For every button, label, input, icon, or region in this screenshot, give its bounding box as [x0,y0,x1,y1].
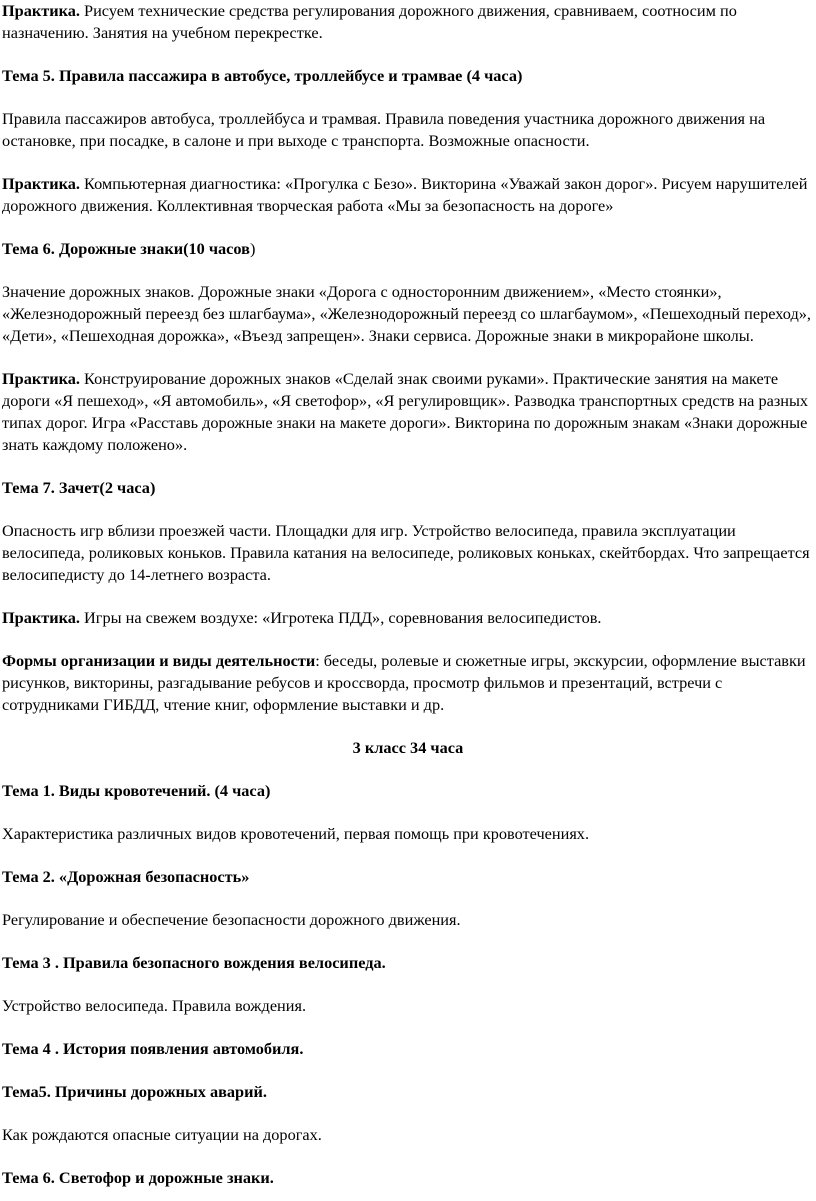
topic-title-tail: ) [249,239,256,258]
practice-label: Практика. [2,608,80,627]
topic-7-description: Опасность игр вблизи проезжей части. Площадки для игр. Устройство велосипеда, правила эксплуатации велосипеда, роликовых коньков. Правила катания на велосипеде, роликовых коньках, скейтбордах. Что запрещается велосипедисту до 14-летнего возраста. [2,521,810,584]
activity-forms-paragraph [2,650,814,716]
topic-number: Тема 5 [2,66,51,85]
paragraph-text: Компьютерная диагностика: «Прогулка с Безо». Викторина «Уважай закон дорог». Рисуем нарушителей дорожного движения. Коллективная творческая работа «Мы за безопасность на дороге» [2,174,808,215]
topic-number: Тема 6 [2,239,51,258]
grade3-topic-2-description: Регулирование и обеспечение безопасности дорожного движения. [2,910,461,929]
topic-6-description: Значение дорожных знаков. Дорожные знаки «Дорога с односторонним движением», «Место стоянки», «Железнодорожный переезд без шлагбаума», «Железнодорожный переезд со шлагбаумом», «Пешеходный переход», «Дети», «Пешеходная дорожка», «Въезд запрещен». Знаки сервиса. Дорожные знаки в микрорайоне школы. [2,282,811,345]
practice-label: Практика. [2,369,80,388]
grade3-topic-1-heading: Тема 1. Виды кровотечений. (4 часа) [2,781,271,800]
grade3-topic-2-heading: Тема 2. «Дорожная безопасность» [2,867,250,886]
practice-label: Практика. [2,174,80,193]
practice-paragraph-3 [2,368,814,456]
grade3-topic-6-heading: Тема 6. Светофор и дорожные знаки. [2,1168,274,1187]
grade3-topic-3-description: Устройство велосипеда. Правила вождения. [2,996,307,1015]
paragraph-text: Игры на свежем воздухе: «Игротека ПДД», соревнования велосипедистов. [79,608,602,627]
grade3-topic-1-description: Характеристика различных видов кровотечений, первая помощь при кровотечениях. [2,824,590,843]
paragraph-text: Рисуем технические средства регулирования дорожного движения, сравниваем, соотносим по назначению. Занятия на учебном перекрестке. [2,1,737,42]
practice-paragraph-2 [2,173,814,217]
topic-6-heading [2,238,814,260]
paragraph-text: Конструирование дорожных знаков «Сделай знак своими руками». Практические занятия на макете дороги «Я пешеход», «Я автомобиль», «Я светофор», «Я регулировщик». Разводка транспортных средств на разных типах дорог. Игра «Расставь дорожные знаки на макете дороги». Викторина по дорожным знакам «Знаки дорожные знать каждому положено». [2,369,809,454]
topic-5-heading [2,65,814,87]
grade-3-heading: 3 класс 34 часа [352,738,464,757]
grade3-topic-4-heading: Тема 4 . История появления автомобиля. [2,1039,304,1058]
practice-paragraph-1 [2,0,814,44]
paragraph-text: : беседы, ролевые и сюжетные игры, экскурсии, оформление выставки рисунков, викторины, разгадывание ребусов и кроссворда, просмотр фильмов и презентаций, встречи с сотрудниками ГИБДД, чтение книг, оформление выставки и др. [2,651,806,714]
topic-title: . Правила пассажира в автобусе, троллейбусе и трамвае (4 часа) [50,66,523,85]
practice-label: Практика. [2,1,80,20]
practice-paragraph-4 [2,607,814,629]
activity-forms-label: Формы организации и виды деятельности [2,651,316,670]
grade3-topic-3-heading: Тема 3 . Правила безопасного вождения велосипеда. [2,953,386,972]
topic-5-description: Правила пассажиров автобуса, троллейбуса и трамвая. Правила поведения участника дорожного движения на остановке, при посадке, в салоне и при выходе с транспорта. Возможные опасности. [2,109,766,150]
grade3-topic-5-heading: Тема5. Причины дорожных аварий. [2,1082,267,1101]
topic-title: . Дорожные знаки(10 часов [50,239,250,258]
grade3-topic-5-description: Как рождаются опасные ситуации на дорогах. [2,1125,322,1144]
topic-7-heading: Тема 7. Зачет(2 часа) [2,478,156,497]
